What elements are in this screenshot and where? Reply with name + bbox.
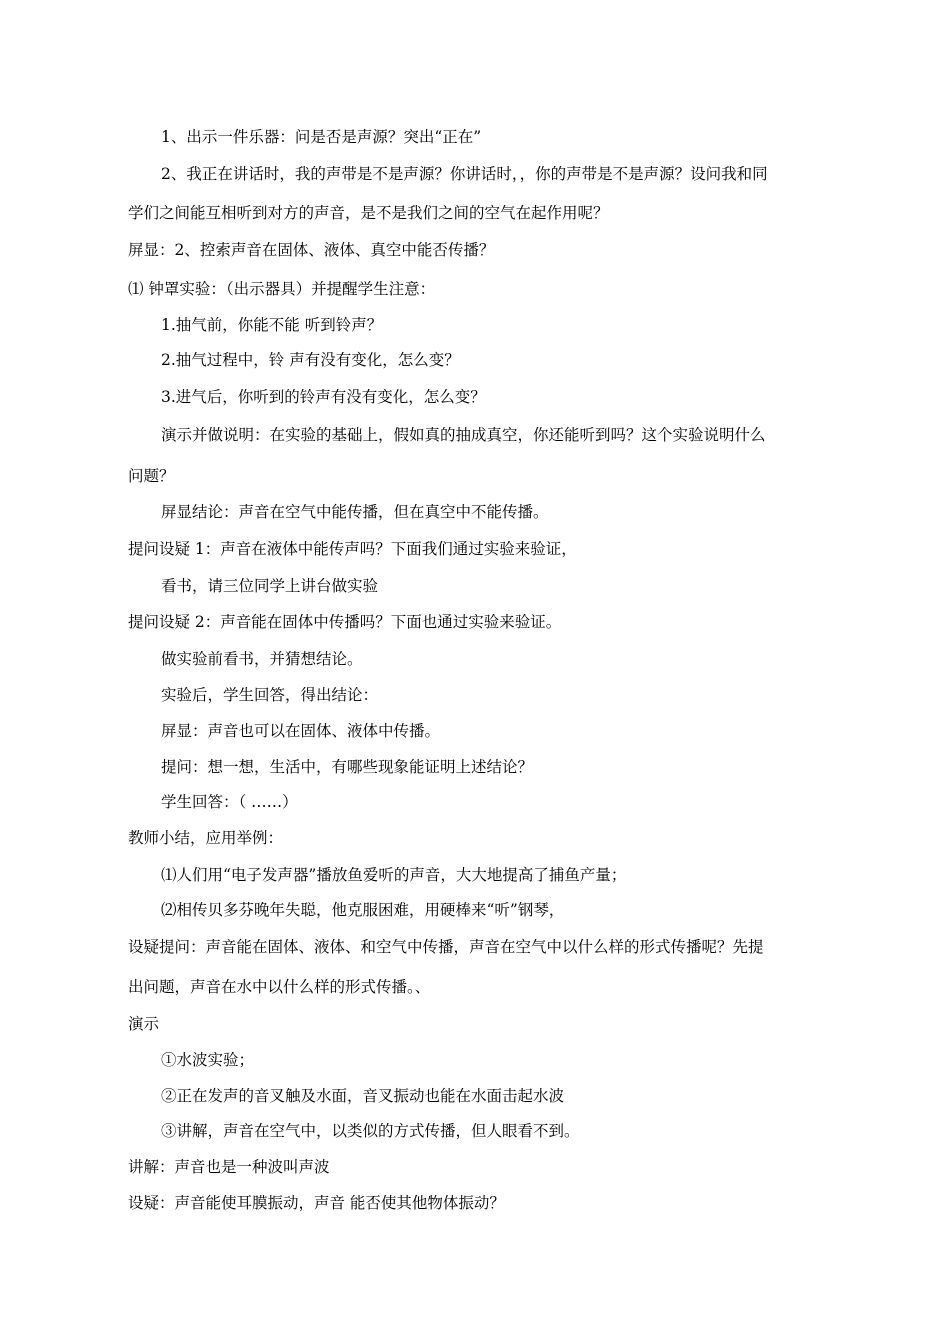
text-line: 学们之间能互相听到对方的声音，是不是我们之间的空气在起作用呢？	[128, 204, 609, 222]
text-line: 3.进气后，你听到的铃声有没有变化，怎么变？	[161, 388, 486, 406]
text-line: ⑵相传贝多芬晚年失聪，他克服困难，用硬棒来“听”钢琴，	[161, 901, 565, 919]
text-line: 演示	[128, 1015, 160, 1033]
text-line: 屏显结论：声音在空气中能传播，但在真空中不能传播。	[161, 503, 549, 521]
text-line: 看书，请三位同学上讲台做实验	[161, 577, 379, 595]
text-line: 屏显：2、控索声音在固体、液体、真空中能否传播？	[128, 241, 495, 259]
text-line: 做实验前看书，并猜想结论。	[161, 650, 363, 668]
text-line: 提问设疑 2：声音能在固体中传播吗？下面也通过实验来验证。	[128, 613, 562, 631]
text-line: 讲解：声音也是一种波叫声波	[128, 1158, 330, 1176]
text-line: ⑴ 钟罩实验：（出示器具）并提醒学生注意：	[128, 280, 436, 298]
text-line: 设疑提问：声音能在固体、液体、和空气中传播，声音在空气中以什么样的形式传播呢？先提	[128, 938, 764, 956]
text-line: 2.抽气过程中，铃 声有没有变化，怎么变？	[161, 351, 460, 369]
text-line: 问题？	[128, 467, 175, 485]
text-line: ③讲解，声音在空气中，以类似的方式传播，但人眼看不到。	[161, 1122, 580, 1140]
text-line: 教师小结，应用举例：	[128, 829, 284, 847]
text-line: ①水波实验；	[161, 1051, 255, 1069]
text-line: 屏显：声音也可以在固体、液体中传播。	[161, 722, 441, 740]
text-line: ⑴人们用“电子发声器”播放鱼爱听的声音，大大地提高了捕鱼产量；	[161, 866, 627, 884]
text-line: 提问：想一想，生活中，有哪些现象能证明上述结论？	[161, 758, 534, 776]
text-line: 实验后，学生回答，得出结论：	[161, 686, 379, 704]
text-line: 2、我正在讲话时，我的声带是不是声源？你讲话时，，你的声带是不是声源？设问我和同	[161, 165, 768, 183]
text-line: 学生回答：（ ……）	[161, 793, 298, 811]
text-line: 设疑：声音能使耳膜振动，声音 能否使其他物体振动？	[128, 1194, 505, 1212]
text-line: 1.抽气前，你能不能 听到铃声？	[161, 316, 383, 334]
text-line: 1、出示一件乐器：问是否是声源？突出“正在”	[161, 128, 482, 146]
text-line: 提问设疑 1：声音在液体中能传声吗？下面我们通过实验来验证，	[128, 540, 577, 558]
text-line: ②正在发声的音叉触及水面，音叉振动也能在水面击起水波	[161, 1087, 565, 1105]
text-line: 出问题，声音在水中以什么样的形式传播。、	[128, 978, 431, 996]
text-line: 演示并做说明：在实验的基础上，假如真的抽成真空，你还能听到吗？这个实验说明什么	[161, 426, 766, 444]
